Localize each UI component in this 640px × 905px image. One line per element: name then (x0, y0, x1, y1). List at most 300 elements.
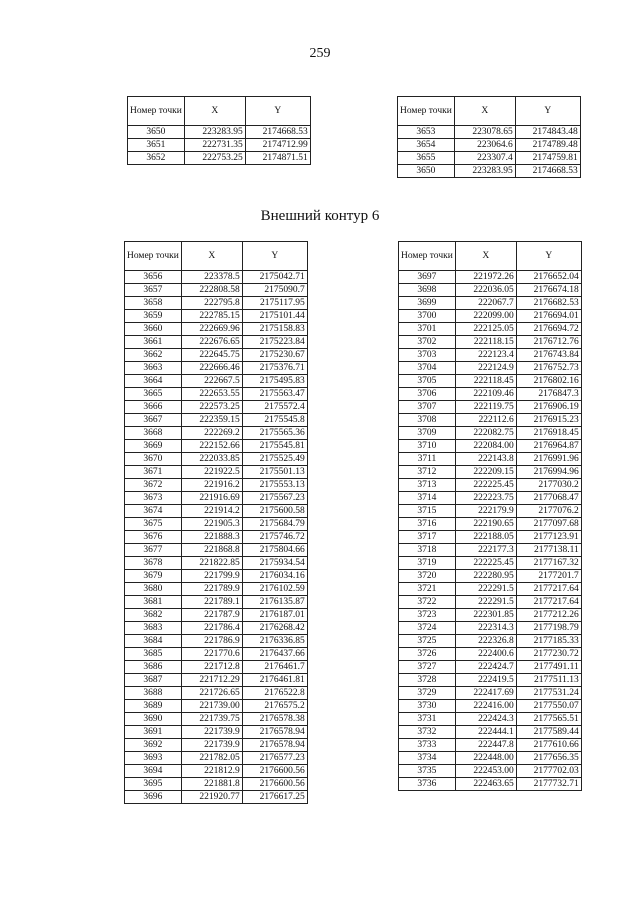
table-row (399, 583, 582, 596)
y-coordinate: 2176600.56 (242, 765, 307, 778)
table-row (399, 726, 582, 739)
table-row (399, 310, 582, 323)
x-coordinate: 221782.05 (181, 752, 242, 765)
table-row (399, 674, 582, 687)
section-heading: Внешний контур 6 (260, 208, 380, 224)
y-coordinate: 2175567.23 (242, 492, 307, 505)
x-coordinate: 222291.5 (455, 596, 516, 609)
x-coordinate: 222188.05 (455, 531, 516, 544)
table-row (399, 765, 582, 778)
x-coordinate: 223283.95 (454, 165, 515, 178)
table-row (125, 661, 308, 674)
table-row (399, 596, 582, 609)
point-number: 3708 (399, 414, 456, 427)
point-number: 3732 (399, 726, 456, 739)
table-row (125, 440, 308, 453)
table-row (125, 388, 308, 401)
header-number: Номер точки (398, 97, 455, 126)
x-coordinate: 222666.46 (181, 362, 242, 375)
y-coordinate: 2175117.95 (242, 297, 307, 310)
y-coordinate: 2174871.51 (245, 152, 310, 165)
x-coordinate: 221770.6 (181, 648, 242, 661)
x-coordinate: 221799.9 (181, 570, 242, 583)
x-coordinate: 222119.75 (455, 401, 516, 414)
point-number: 3714 (399, 492, 456, 505)
point-number: 3666 (125, 401, 182, 414)
table-row (125, 297, 308, 310)
point-number: 3672 (125, 479, 182, 492)
y-coordinate: 2176578.94 (242, 726, 307, 739)
point-number: 3651 (128, 139, 185, 152)
point-number: 3720 (399, 570, 456, 583)
table-row (399, 557, 582, 570)
y-coordinate: 2176964.87 (516, 440, 581, 453)
table-row (125, 791, 308, 804)
y-coordinate: 2176652.04 (516, 271, 581, 284)
x-coordinate: 222036.05 (455, 284, 516, 297)
point-number: 3698 (399, 284, 456, 297)
x-coordinate: 222143.8 (455, 453, 516, 466)
table-row (125, 336, 308, 349)
x-coordinate: 221739.9 (181, 739, 242, 752)
x-coordinate: 222444.1 (455, 726, 516, 739)
x-coordinate: 221787.9 (181, 609, 242, 622)
table-row (399, 505, 582, 518)
y-coordinate: 2174668.53 (515, 165, 580, 178)
x-coordinate: 221786.4 (181, 622, 242, 635)
header-number: Номер точки (399, 242, 456, 271)
table-row (399, 531, 582, 544)
y-coordinate: 2176437.66 (242, 648, 307, 661)
table-row (125, 349, 308, 362)
y-coordinate: 2177702.03 (516, 765, 581, 778)
y-coordinate: 2177550.07 (516, 700, 581, 713)
point-number: 3709 (399, 427, 456, 440)
y-coordinate: 2177030.2 (516, 479, 581, 492)
x-coordinate: 222067.7 (455, 297, 516, 310)
header-number: Номер точки (125, 242, 182, 271)
point-number: 3680 (125, 583, 182, 596)
x-coordinate: 222118.45 (455, 375, 516, 388)
x-coordinate: 222808.58 (181, 284, 242, 297)
table-row (125, 414, 308, 427)
point-number: 3706 (399, 388, 456, 401)
x-coordinate: 222084.00 (455, 440, 516, 453)
table-row (125, 765, 308, 778)
table-row (125, 557, 308, 570)
point-number: 3697 (399, 271, 456, 284)
table-row (398, 165, 581, 178)
table-row (399, 713, 582, 726)
x-coordinate: 221916.69 (181, 492, 242, 505)
y-coordinate: 2176034.16 (242, 570, 307, 583)
y-coordinate: 2176694.72 (516, 323, 581, 336)
point-number: 3690 (125, 713, 182, 726)
point-number: 3721 (399, 583, 456, 596)
x-coordinate: 222424.3 (455, 713, 516, 726)
y-coordinate: 2175934.54 (242, 557, 307, 570)
table-row (399, 362, 582, 375)
y-coordinate: 2175545.8 (242, 414, 307, 427)
y-coordinate: 2177198.79 (516, 622, 581, 635)
table-row (399, 661, 582, 674)
x-coordinate: 221739.9 (181, 726, 242, 739)
point-number: 3669 (125, 440, 182, 453)
y-coordinate: 2174668.53 (245, 126, 310, 139)
table-row (128, 152, 311, 165)
point-number: 3736 (399, 778, 456, 791)
y-coordinate: 2176187.01 (242, 609, 307, 622)
x-coordinate: 221920.77 (181, 791, 242, 804)
y-coordinate: 2177138.11 (516, 544, 581, 557)
point-number: 3705 (399, 375, 456, 388)
x-coordinate: 222225.45 (455, 557, 516, 570)
table-row (398, 152, 581, 165)
x-coordinate: 221712.29 (181, 674, 242, 687)
y-coordinate: 2176743.84 (516, 349, 581, 362)
table-row (399, 271, 582, 284)
table-row (399, 349, 582, 362)
table-row (125, 713, 308, 726)
y-coordinate: 2177531.24 (516, 687, 581, 700)
table-row (399, 700, 582, 713)
point-number: 3688 (125, 687, 182, 700)
y-coordinate: 2175223.84 (242, 336, 307, 349)
y-coordinate: 2176617.25 (242, 791, 307, 804)
x-coordinate: 222109.46 (455, 388, 516, 401)
y-coordinate: 2174712.99 (245, 139, 310, 152)
point-number: 3658 (125, 297, 182, 310)
x-coordinate: 222177.3 (455, 544, 516, 557)
y-coordinate: 2175804.66 (242, 544, 307, 557)
x-coordinate: 222291.5 (455, 583, 516, 596)
x-coordinate: 222447.8 (455, 739, 516, 752)
x-coordinate: 222223.75 (455, 492, 516, 505)
x-coordinate: 222269.2 (181, 427, 242, 440)
point-number: 3676 (125, 531, 182, 544)
y-coordinate: 2174843.48 (515, 126, 580, 139)
x-coordinate: 223283.95 (184, 126, 245, 139)
y-coordinate: 2176522.8 (242, 687, 307, 700)
point-number: 3722 (399, 596, 456, 609)
table-row (399, 518, 582, 531)
point-number: 3734 (399, 752, 456, 765)
coordinates-table (127, 96, 311, 165)
x-coordinate: 222190.65 (455, 518, 516, 531)
point-number: 3728 (399, 674, 456, 687)
point-number: 3725 (399, 635, 456, 648)
table-row (399, 635, 582, 648)
x-coordinate: 221789.1 (181, 596, 242, 609)
page-number: 259 (309, 46, 331, 61)
point-number: 3685 (125, 648, 182, 661)
point-number: 3659 (125, 310, 182, 323)
y-coordinate: 2175600.58 (242, 505, 307, 518)
table-row (399, 570, 582, 583)
y-coordinate: 2175101.44 (242, 310, 307, 323)
x-coordinate: 222667.5 (181, 375, 242, 388)
y-coordinate: 2177656.35 (516, 752, 581, 765)
table-row (399, 427, 582, 440)
y-coordinate: 2176577.23 (242, 752, 307, 765)
table-row (125, 570, 308, 583)
table-row (125, 427, 308, 440)
x-coordinate: 222416.00 (455, 700, 516, 713)
point-number: 3662 (125, 349, 182, 362)
x-coordinate: 222152.66 (181, 440, 242, 453)
table-row (398, 139, 581, 152)
table-row (399, 466, 582, 479)
x-coordinate: 222785.15 (181, 310, 242, 323)
point-number: 3689 (125, 700, 182, 713)
x-coordinate: 221868.8 (181, 544, 242, 557)
point-number: 3682 (125, 609, 182, 622)
y-coordinate: 2177511.13 (516, 674, 581, 687)
point-number: 3700 (399, 310, 456, 323)
table-row (125, 310, 308, 323)
x-coordinate: 221789.9 (181, 583, 242, 596)
point-number: 3681 (125, 596, 182, 609)
point-number: 3671 (125, 466, 182, 479)
point-number: 3650 (398, 165, 455, 178)
x-coordinate: 222118.15 (455, 336, 516, 349)
y-coordinate: 2176991.96 (516, 453, 581, 466)
point-number: 3652 (128, 152, 185, 165)
table-row (125, 622, 308, 635)
point-number: 3660 (125, 323, 182, 336)
y-coordinate: 2176461.7 (242, 661, 307, 674)
x-coordinate: 221712.8 (181, 661, 242, 674)
table-row (399, 739, 582, 752)
point-number: 3653 (398, 126, 455, 139)
table-row (125, 739, 308, 752)
y-coordinate: 2176752.73 (516, 362, 581, 375)
x-coordinate: 221916.2 (181, 479, 242, 492)
table-row (125, 635, 308, 648)
header-number: Номер точки (128, 97, 185, 126)
point-number: 3679 (125, 570, 182, 583)
y-coordinate: 2175230.67 (242, 349, 307, 362)
table-row (125, 466, 308, 479)
x-coordinate: 222795.8 (181, 297, 242, 310)
coordinates-table (124, 241, 308, 804)
point-number: 3726 (399, 648, 456, 661)
y-coordinate: 2176575.2 (242, 700, 307, 713)
y-coordinate: 2174759.81 (515, 152, 580, 165)
point-number: 3674 (125, 505, 182, 518)
table-header-row (398, 97, 581, 126)
y-coordinate: 2177589.44 (516, 726, 581, 739)
table-row (399, 453, 582, 466)
table-row (125, 648, 308, 661)
header-x: X (184, 97, 245, 126)
table-row (125, 401, 308, 414)
table-row (125, 752, 308, 765)
x-coordinate: 221905.3 (181, 518, 242, 531)
table-row (399, 648, 582, 661)
point-number: 3724 (399, 622, 456, 635)
point-number: 3656 (125, 271, 182, 284)
point-number: 3712 (399, 466, 456, 479)
x-coordinate: 221786.9 (181, 635, 242, 648)
point-number: 3702 (399, 336, 456, 349)
table-row (125, 544, 308, 557)
table-row (399, 479, 582, 492)
point-number: 3670 (125, 453, 182, 466)
y-coordinate: 2175158.83 (242, 323, 307, 336)
table-row (399, 414, 582, 427)
y-coordinate: 2176915.23 (516, 414, 581, 427)
x-coordinate: 221739.75 (181, 713, 242, 726)
x-coordinate: 222326.8 (455, 635, 516, 648)
table-row (399, 401, 582, 414)
point-number: 3718 (399, 544, 456, 557)
point-number: 3717 (399, 531, 456, 544)
header-y: Y (242, 242, 307, 271)
point-number: 3713 (399, 479, 456, 492)
table-row (399, 622, 582, 635)
point-number: 3710 (399, 440, 456, 453)
y-coordinate: 2175545.81 (242, 440, 307, 453)
y-coordinate: 2175746.72 (242, 531, 307, 544)
point-number: 3683 (125, 622, 182, 635)
table-row (399, 687, 582, 700)
x-coordinate: 222209.15 (455, 466, 516, 479)
y-coordinate: 2176578.38 (242, 713, 307, 726)
y-coordinate: 2175376.71 (242, 362, 307, 375)
y-coordinate: 2177068.47 (516, 492, 581, 505)
x-coordinate: 223078.65 (454, 126, 515, 139)
y-coordinate: 2174789.48 (515, 139, 580, 152)
table-row (399, 336, 582, 349)
x-coordinate: 222359.15 (181, 414, 242, 427)
y-coordinate: 2176578.94 (242, 739, 307, 752)
header-y: Y (516, 242, 581, 271)
point-number: 3701 (399, 323, 456, 336)
point-number: 3711 (399, 453, 456, 466)
point-number: 3727 (399, 661, 456, 674)
table-row (125, 453, 308, 466)
x-coordinate: 222112.6 (455, 414, 516, 427)
table-row (128, 126, 311, 139)
y-coordinate: 2177123.91 (516, 531, 581, 544)
table-row (125, 271, 308, 284)
x-coordinate: 222731.35 (184, 139, 245, 152)
table-row (125, 492, 308, 505)
point-number: 3715 (399, 505, 456, 518)
x-coordinate: 221972.26 (455, 271, 516, 284)
x-coordinate: 222179.9 (455, 505, 516, 518)
point-number: 3650 (128, 126, 185, 139)
y-coordinate: 2175553.13 (242, 479, 307, 492)
y-coordinate: 2175501.13 (242, 466, 307, 479)
table-row (399, 297, 582, 310)
point-number: 3677 (125, 544, 182, 557)
table-row (399, 778, 582, 791)
y-coordinate: 2175572.4 (242, 401, 307, 414)
table-row (125, 505, 308, 518)
y-coordinate: 2177565.51 (516, 713, 581, 726)
coordinates-table (397, 96, 581, 178)
point-number: 3735 (399, 765, 456, 778)
table-row (399, 323, 582, 336)
point-number: 3733 (399, 739, 456, 752)
x-coordinate: 221739.00 (181, 700, 242, 713)
x-coordinate: 222645.75 (181, 349, 242, 362)
table-row (125, 375, 308, 388)
header-x: X (181, 242, 242, 271)
x-coordinate: 221914.2 (181, 505, 242, 518)
point-number: 3655 (398, 152, 455, 165)
y-coordinate: 2177097.68 (516, 518, 581, 531)
y-coordinate: 2177201.7 (516, 570, 581, 583)
y-coordinate: 2176600.56 (242, 778, 307, 791)
y-coordinate: 2176336.85 (242, 635, 307, 648)
point-number: 3664 (125, 375, 182, 388)
y-coordinate: 2176102.59 (242, 583, 307, 596)
point-number: 3696 (125, 791, 182, 804)
x-coordinate: 221922.5 (181, 466, 242, 479)
point-number: 3665 (125, 388, 182, 401)
point-number: 3729 (399, 687, 456, 700)
point-number: 3723 (399, 609, 456, 622)
y-coordinate: 2177185.33 (516, 635, 581, 648)
table-row (125, 518, 308, 531)
point-number: 3667 (125, 414, 182, 427)
x-coordinate: 221822.85 (181, 557, 242, 570)
table-row (125, 778, 308, 791)
y-coordinate: 2177491.11 (516, 661, 581, 674)
x-coordinate: 223307.4 (454, 152, 515, 165)
table-row (125, 284, 308, 297)
y-coordinate: 2176674.18 (516, 284, 581, 297)
point-number: 3703 (399, 349, 456, 362)
x-coordinate: 222280.95 (455, 570, 516, 583)
x-coordinate: 221881.8 (181, 778, 242, 791)
x-coordinate: 221888.3 (181, 531, 242, 544)
x-coordinate: 222099.00 (455, 310, 516, 323)
point-number: 3663 (125, 362, 182, 375)
y-coordinate: 2176994.96 (516, 466, 581, 479)
table-row (125, 531, 308, 544)
y-coordinate: 2176682.53 (516, 297, 581, 310)
table-header-row (399, 242, 582, 271)
x-coordinate: 222669.96 (181, 323, 242, 336)
header-x: X (454, 97, 515, 126)
point-number: 3692 (125, 739, 182, 752)
x-coordinate: 222573.25 (181, 401, 242, 414)
y-coordinate: 2177212.26 (516, 609, 581, 622)
y-coordinate: 2176135.87 (242, 596, 307, 609)
x-coordinate: 222123.4 (455, 349, 516, 362)
table-row (399, 284, 582, 297)
point-number: 3699 (399, 297, 456, 310)
table-row (125, 583, 308, 596)
x-coordinate: 222417.69 (455, 687, 516, 700)
point-number: 3693 (125, 752, 182, 765)
point-number: 3668 (125, 427, 182, 440)
table-header-row (125, 242, 308, 271)
header-y: Y (245, 97, 310, 126)
table-row (125, 596, 308, 609)
y-coordinate: 2176712.76 (516, 336, 581, 349)
x-coordinate: 222424.7 (455, 661, 516, 674)
point-number: 3657 (125, 284, 182, 297)
y-coordinate: 2177076.2 (516, 505, 581, 518)
y-coordinate: 2176918.45 (516, 427, 581, 440)
y-coordinate: 2177217.64 (516, 596, 581, 609)
table-row (399, 375, 582, 388)
